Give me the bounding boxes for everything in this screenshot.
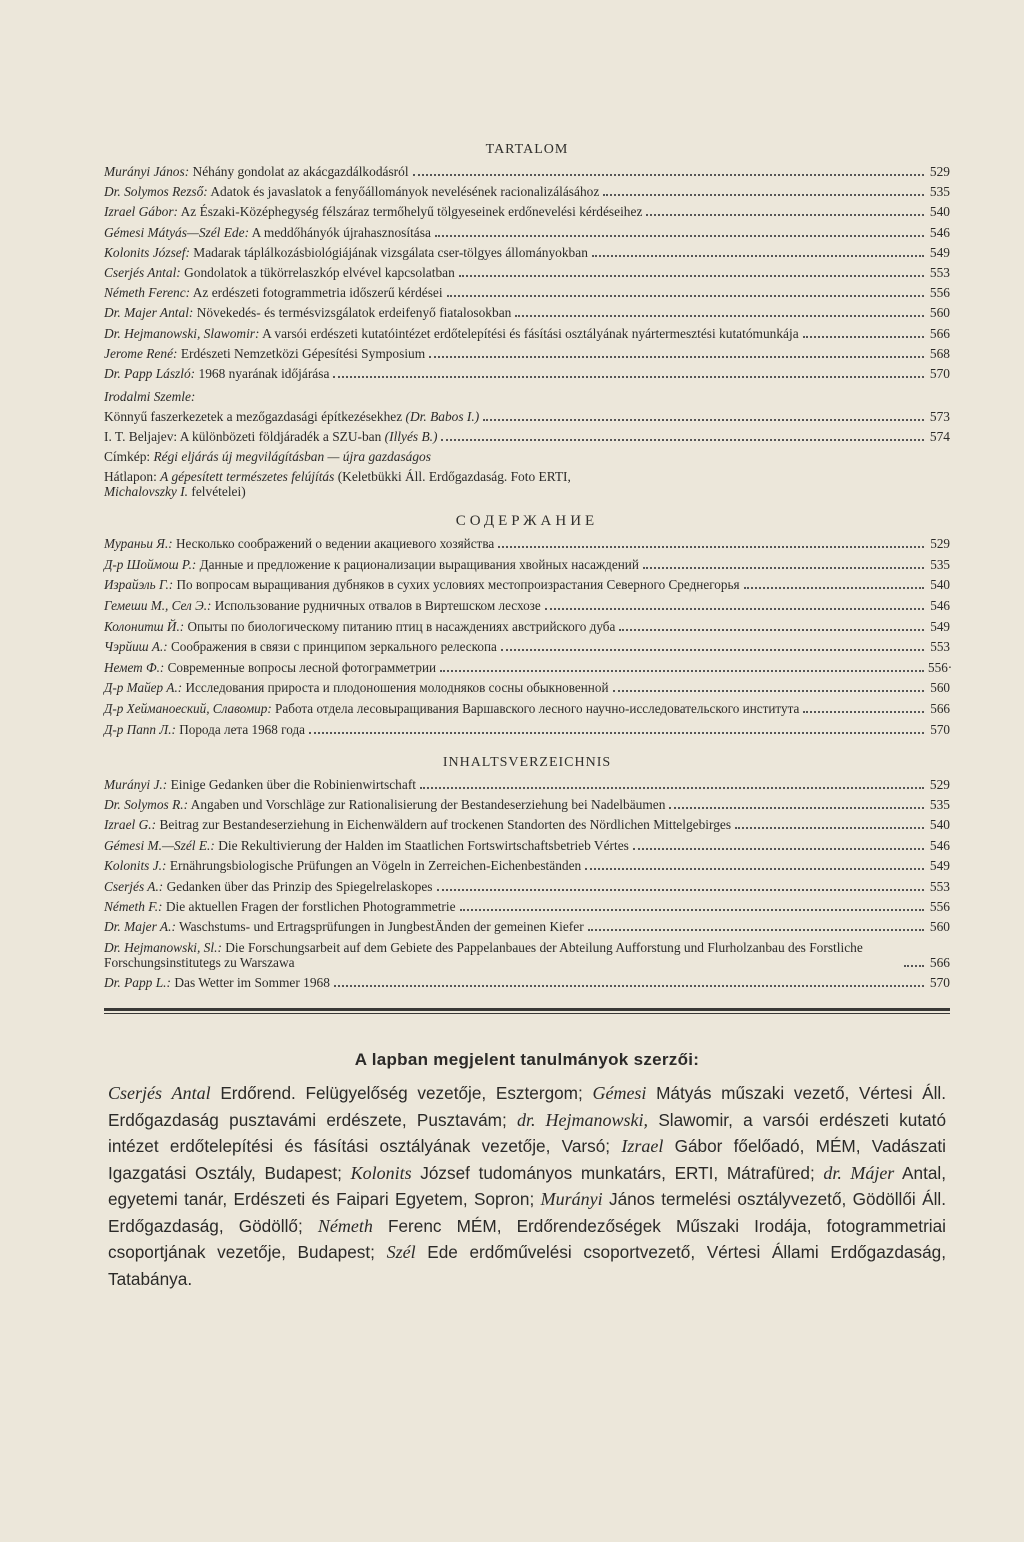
- soderzhanie-title: СОДЕРЖАНИЕ: [455, 513, 599, 530]
- toc-entry: Németh Ferenc: Az erdészeti fotogrammetria időszerű kérdései 556: [104, 285, 950, 301]
- toc-entry: Dr. Hejmanowski, Slawomir: A varsói erdészeti kutatóintézet erdőtelepítési és fásítási osztályának nyártermesztési kutatómunkája 566: [104, 325, 950, 341]
- inhalt-title: INHALTSVERZEICHNIS: [442, 754, 612, 770]
- authors-paragraph: Cserjés Antal Erdőrend. Felügyelőség vezetője, Esztergom; Gémesi Mátyás műszaki vezető, Vértesi Áll. Erdőgazdaság pusztavámi erdészete, Pusztavám; dr. Hejmanowski, Slawomir, a varsói erdészeti kutató intézet erdőtelepítési és fásítási osztályának vezetője, Varsó; Izrael Gábor főelőadó, MÉM, Vadászati Igazgatási Osztály, Budapest; Kolonits József tudományos munkatárs, ERTI, Mátrafüred; dr. Májer Antal, egyetemi tanár, Erdészeti és Faipari Egyetem, Sopron; Murányi János termelési osztályvezető, Gödöllői Áll. Erdőgazdaság, Gödöllő; Németh Ferenc MÉM, Erdőrendezőségek Műszaki Irodája, fotogrammetriai csoportjának vezetője, Budapest; Szél Ede erdőművelési csoportvezető, Vértesi Állami Erdőgazdaság, Tatabánya.: [108, 1083, 947, 1289]
- soderzhanie-list: [104, 536, 953, 737]
- divider-rule: [104, 1008, 950, 1011]
- irodalmi-label: Irodalmi Szemle:: [104, 388, 196, 404]
- toc-entry: Израйэль Г.: По вопросам выращивания дубняков в сухих условиях местопроизрастания Северного Среднегорья 540: [104, 577, 950, 593]
- toc-entry: Немет Ф.: Современные вопросы лесной фотограмметрии 556·: [104, 659, 953, 675]
- toc-entry: Д-р Папп Л.: Порода лета 1968 года 570: [104, 721, 950, 737]
- toc-entry: Dr. Solymos Rezső: Adatok és javaslatok a fenyőállományok nevelésének racionalizálásához 535: [104, 184, 950, 200]
- toc-entry: Dr. Papp L.: Das Wetter im Sommer 1968 570: [104, 975, 950, 991]
- toc-entry: Kolonits J.: Ernährungsbiologische Prüfungen an Vögeln in Zerreichen-Eichenbeständen 549: [104, 858, 950, 874]
- irodalmi-list: [104, 409, 950, 444]
- divider-rule-thin: [104, 1013, 950, 1014]
- toc-entry: Чэрйиш А.: Соображения в связи с принципом зеркального релескопа 553: [104, 639, 950, 655]
- toc-entry: Gémesi M.—Szél E.: Die Rekultivierung der Halden im Staatlichen Fortswirtschaftsbetrieb Vértes 546: [104, 837, 950, 853]
- authors-title: A lapban megjelent tanulmányok szerzői:: [354, 1050, 700, 1070]
- toc-entry: Колонитш Й.: Опыты по биологическому питанию птиц в насаждениях австрийского дуба 549: [104, 618, 950, 634]
- toc-entry: Gémesi Mátyás—Szél Ede: A meddőhányók újrahasznosítása 546: [104, 224, 950, 240]
- toc-entry: Гемеши М., Сел Э.: Использование рудничных отвалов в Виртешском лесхозе 546: [104, 598, 950, 614]
- toc-entry: Jerome René: Erdészeti Nemzetközi Gépesítési Symposium 568: [104, 345, 950, 361]
- tartalom-title: TARTALOM: [485, 142, 569, 157]
- toc-entry: Murányi J.: Einige Gedanken über die Robinienwirtschaft 529: [104, 776, 950, 792]
- toc-entry: Dr. Majer A.: Waschstums- und Ertragsprüfungen in JungbestÄnden der gemeinen Kiefer 560: [104, 919, 950, 935]
- toc-entry: Dr. Hejmanowski, Sl.: Die Forschungsarbeit auf dem Gebiete des Pappelanbaues der Abteilung Aufforstung und Flurholzanbau des Forstliche Forschungsinstitutegs zu Warszawa 566: [104, 939, 950, 970]
- toc-entry: Cserjés A.: Gedanken über das Prinzip des Spiegelrelaskopes 553: [104, 878, 950, 894]
- tartalom-list: [104, 164, 950, 381]
- toc-entry: Dr. Solymos R.: Angaben und Vorschläge zur Rationalisierung der Bestandeserziehung bei Nadelbäumen 535: [104, 796, 950, 812]
- toc-entry: Kolonits József: Madarak táplálkozásbiológiájának vizsgálata cser-tölgyes állományokban 549: [104, 244, 950, 260]
- toc-entry: Izrael G.: Beitrag zur Bestandeserziehung in Eichenwäldern auf trockenen Standorten des Nördlichen Mittelgebirges 540: [104, 817, 950, 833]
- review-entry: I. T. Beljajev: A különbözeti földjáradék a SZU-ban (Illyés B.) 574: [104, 429, 950, 445]
- toc-entry: Д-р Хейманоеский, Славомир: Работа отдела лесовыращивания Варшавского лесного научно-исследовательского института 566: [104, 701, 950, 716]
- toc-entry: Мураньи Я.: Несколько соображений о ведении акациевого хозяйства 529: [104, 536, 950, 552]
- cimkep-line: Címkép: Régi eljárás új megvilágításban — újra gazdaságos: [104, 449, 431, 465]
- toc-entry: Németh F.: Die aktuellen Fragen der forstlichen Photogrammetrie 556: [104, 898, 950, 914]
- inhalt-list: [104, 777, 950, 991]
- toc-entry: Dr. Papp László: 1968 nyarának időjárása 570: [104, 365, 950, 381]
- toc-entry: Д-р Шоймош Р.: Данные и предложение к рационализации выращивания хвойных насаждений 535: [104, 556, 950, 572]
- toc-entry: Д-р Майер А.: Исследования прироста и плодоношения молодняков сосны обыкновенной 560: [104, 680, 950, 696]
- hatlap-line: Hátlapon: A gépesített természetes felújítás (Keletbükki Áll. Erdőgazdaság. Foto ERTI, Michalovszky I. felvételei): [104, 469, 571, 500]
- toc-entry: Izrael Gábor: Az Északi-Középhegység félszáraz termőhelyű tölgyeseinek erdőnevelési kérdéseihez 540: [104, 204, 950, 220]
- toc-entry: Cserjés Antal: Gondolatok a tükörrelaszkóp elvével kapcsolatban 553: [104, 264, 950, 280]
- review-entry: Könnyű faszerkezetek a mezőgazdasági építkezésekhez (Dr. Babos I.) 573: [104, 408, 950, 424]
- toc-entry: Murányi János: Néhány gondolat az akácgazdálkodásról 529: [104, 164, 950, 179]
- toc-entry: Dr. Majer Antal: Növekedés- és termésvizsgálatok erdeifenyő fiatalosokban 560: [104, 305, 950, 321]
